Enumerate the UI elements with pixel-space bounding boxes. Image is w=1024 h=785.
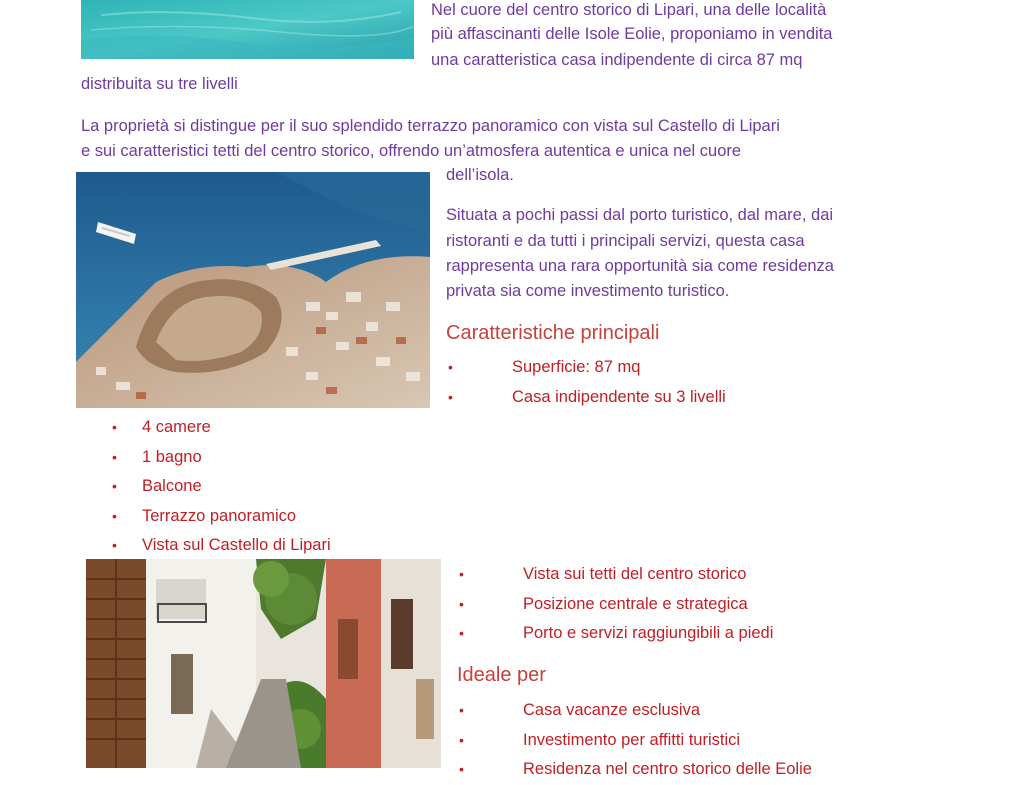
bullet-icon: • (459, 731, 464, 748)
intro-line-2: più affascinanti delle Isole Eolie, proponiamo in vendita (431, 25, 833, 43)
list-item: • Posizione centrale e strategica (457, 590, 773, 620)
list-item: • 1 bagno (110, 443, 331, 473)
bullet-icon: • (112, 419, 117, 435)
location-line-2: ristoranti e da tutti i principali servizi, questa casa (446, 232, 805, 250)
list-item: • Vista sul Castello di Lipari (110, 531, 331, 561)
street-photo (86, 559, 441, 768)
bullet-icon: • (448, 359, 453, 375)
bullet-icon: • (459, 625, 464, 641)
list-item: • Vista sui tetti del centro storico (457, 560, 773, 590)
bullet-icon: • (112, 448, 117, 465)
list-item: • Residenza nel centro storico delle Eolie (457, 755, 812, 785)
property-line-3: dell’isola. (446, 166, 514, 184)
list-item: • Balcone (110, 472, 331, 502)
features-list-c (457, 560, 773, 649)
features-heading: Caratteristiche principali (446, 322, 660, 344)
bullet-icon: • (112, 537, 117, 553)
list-item: • Terrazzo panoramico (110, 502, 331, 532)
location-line-1: Situata a pochi passi dal porto turistico, dal mare, dai (446, 206, 834, 224)
ideal-list (457, 696, 812, 785)
bullet-icon: • (459, 595, 464, 612)
property-line-2: e sui caratteristici tetti del centro storico, offrendo un’atmosfera autentica e unica nel cuore (81, 142, 742, 160)
intro-line-4: distribuita su tre livelli (81, 75, 238, 93)
intro-line-3: una caratteristica casa indipendente di circa 87 mq (431, 51, 803, 69)
intro-line-1: Nel cuore del centro storico di Lipari, una delle località (431, 1, 827, 19)
aerial-lipari-photo (76, 172, 430, 408)
list-item: • Casa vacanze esclusiva (457, 696, 812, 726)
list-item: • Porto e servizi raggiungibili a piedi (457, 619, 773, 649)
bullet-icon: • (448, 388, 453, 405)
bullet-icon: • (459, 566, 464, 582)
location-line-4: privata sia come investimento turistico. (446, 282, 730, 300)
sea-photo (81, 0, 414, 59)
features-list-a (446, 353, 726, 412)
bullet-icon: • (459, 761, 464, 777)
list-item: • 4 camere (110, 413, 331, 443)
ideal-heading: Ideale per (457, 664, 546, 686)
list-item: • Investimento per affitti turistici (457, 726, 812, 756)
bullet-icon: • (459, 702, 464, 718)
features-list-b (110, 413, 331, 561)
bullet-icon: • (112, 478, 117, 494)
list-item: • Superficie: 87 mq (446, 353, 726, 383)
list-item: • Casa indipendente su 3 livelli (446, 383, 726, 413)
bullet-icon: • (112, 507, 117, 524)
property-line-1: La proprietà si distingue per il suo splendido terrazzo panoramico con vista sul Castello di Lipari (81, 117, 780, 135)
location-line-3: rappresenta una rara opportunità sia come residenza (446, 257, 834, 275)
